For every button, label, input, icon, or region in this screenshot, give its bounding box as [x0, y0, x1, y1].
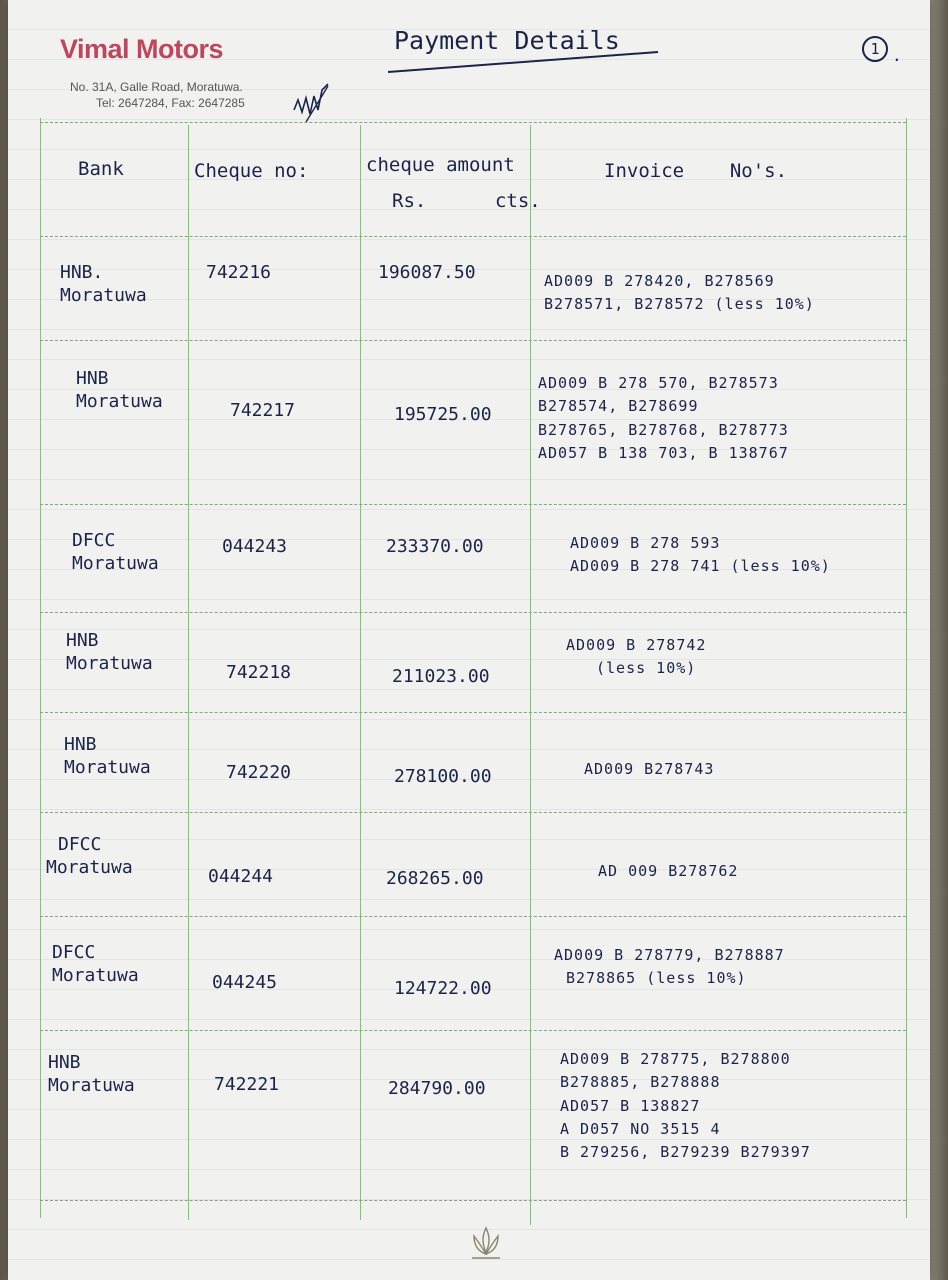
row-6-bank: [46, 834, 133, 879]
row-rule-2: [40, 504, 906, 505]
row-1-amount: 196087.50: [378, 262, 476, 283]
row-8-invoice-line-4: A D057 NO 3515 4: [560, 1119, 721, 1138]
title-underline: [378, 50, 668, 80]
row-rule-header: [40, 236, 906, 237]
row-4-invoice-line-1: AD009 B 278742: [566, 636, 707, 654]
row-5-bank-name: HNB: [64, 734, 97, 755]
row-1-invoice-line-2: B278571, B278572 (less 10%): [544, 295, 815, 314]
row-2-invoices: [538, 372, 789, 465]
row-7-amount: 124722.00: [394, 978, 492, 999]
row-5-invoice-line-1: AD009 B278743: [584, 760, 715, 778]
header-invoice-nos: Invoice No's.: [604, 160, 788, 182]
row-4-cheque-no: 742218: [226, 662, 292, 683]
row-8-cheque-no: 742221: [214, 1074, 280, 1095]
row-2-bank-name: HNB: [76, 368, 109, 389]
row-8-bank: [48, 1052, 135, 1097]
header-cheque-no: Cheque no:: [194, 160, 309, 182]
row-6-invoices: [598, 860, 738, 883]
row-8-bank-name: HNB: [48, 1052, 81, 1073]
row-8-invoice-line-2: B278885, B278888: [560, 1073, 721, 1092]
footer-logo-icon: [466, 1222, 506, 1266]
row-rule-4: [40, 712, 906, 713]
row-8-invoice-line-1: AD009 B 278775, B278800: [560, 1050, 791, 1068]
column-rule-4: [530, 125, 531, 1225]
row-5-cheque-no: 742220: [226, 762, 292, 783]
row-1-bank: [60, 262, 147, 307]
header-bank: Bank: [78, 158, 124, 180]
row-7-cheque-no: 044245: [212, 972, 278, 993]
row-5-amount: 278100.00: [394, 766, 492, 787]
row-2-bank: [76, 368, 163, 413]
company-tel-fax: Tel: 2647284, Fax: 2647285: [96, 96, 245, 110]
row-4-invoices: [566, 634, 706, 681]
row-5-bank-branch: Moratuwa: [64, 756, 151, 778]
row-7-bank-branch: Moratuwa: [52, 964, 139, 986]
company-name: Vimal Motors: [60, 34, 224, 64]
row-6-invoice-line-1: AD 009 B278762: [598, 862, 739, 880]
column-rule-1: [40, 118, 41, 1218]
row-7-bank: [52, 942, 139, 987]
row-8-bank-branch: Moratuwa: [48, 1074, 135, 1096]
row-1-bank-name: HNB.: [60, 262, 104, 283]
row-rule-top: [40, 122, 906, 123]
row-2-invoice-line-3: B278765, B278768, B278773: [538, 420, 789, 439]
row-3-amount: 233370.00: [386, 536, 484, 557]
row-6-amount: 268265.00: [386, 868, 484, 889]
row-6-bank-branch: Moratuwa: [46, 856, 133, 878]
row-2-invoice-line-2: B278574, B278699: [538, 397, 699, 416]
row-4-bank: [66, 630, 153, 675]
row-4-bank-name: HNB: [66, 630, 99, 651]
row-1-invoice-line-1: AD009 B 278420, B278569: [544, 272, 775, 290]
row-3-bank-name: DFCC: [72, 530, 116, 551]
row-8-amount: 284790.00: [388, 1078, 486, 1099]
page-number-dot: .: [892, 46, 902, 65]
row-rule-5: [40, 812, 906, 813]
row-4-amount: 211023.00: [392, 666, 490, 687]
row-rule-7: [40, 1030, 906, 1031]
row-3-invoice-line-1: AD009 B 278 593: [570, 534, 721, 552]
row-7-bank-name: DFCC: [52, 942, 96, 963]
row-5-bank: [64, 734, 151, 779]
row-3-bank-branch: Moratuwa: [72, 552, 159, 574]
row-1-invoices: [544, 270, 815, 317]
row-rule-6: [40, 916, 906, 917]
row-2-bank-branch: Moratuwa: [76, 390, 163, 412]
row-8-invoice-line-3: AD057 B 138827: [560, 1096, 701, 1115]
column-rule-3: [360, 125, 361, 1220]
header-cheque-amount-units: Rs. cts.: [392, 190, 541, 212]
company-address: No. 31A, Galle Road, Moratuwa.: [70, 80, 243, 94]
row-1-bank-branch: Moratuwa: [60, 284, 147, 306]
column-rule-5: [906, 118, 907, 1218]
row-3-invoice-line-2: AD009 B 278 741 (less 10%): [570, 557, 831, 576]
row-6-bank-name: DFCC: [58, 834, 102, 855]
row-2-amount: 195725.00: [394, 404, 492, 425]
column-rule-2: [188, 125, 189, 1220]
row-8-invoice-line-5: B 279256, B279239 B279397: [560, 1143, 811, 1161]
row-7-invoice-line-2: B278865 (less 10%): [566, 969, 747, 988]
row-3-cheque-no: 044243: [222, 536, 288, 557]
row-1-cheque-no: 742216: [206, 262, 272, 283]
row-4-bank-branch: Moratuwa: [66, 652, 153, 674]
row-3-bank: [72, 530, 159, 575]
row-rule-1: [40, 340, 906, 341]
row-2-invoice-line-1: AD009 B 278 570, B278573: [538, 374, 779, 392]
document-title: Payment Details: [394, 26, 620, 55]
row-6-cheque-no: 044244: [208, 866, 274, 887]
row-2-invoice-line-4: AD057 B 138 703, B 138767: [538, 443, 789, 462]
row-7-invoice-line-1: AD009 B 278779, B278887: [554, 946, 785, 964]
row-rule-3: [40, 612, 906, 613]
row-rule-bottom: [40, 1200, 906, 1201]
page-number: 1: [862, 36, 888, 62]
header-cheque-amount: cheque amount: [366, 154, 515, 176]
signature-scribble: [288, 70, 336, 130]
row-5-invoices: [584, 758, 714, 781]
row-2-cheque-no: 742217: [230, 400, 296, 421]
row-3-invoices: [570, 532, 831, 579]
row-4-invoice-line-2: (less 10%): [596, 659, 697, 678]
row-8-invoices: [560, 1048, 811, 1164]
row-7-invoices: [554, 944, 785, 991]
paper-sheet: [8, 0, 930, 1280]
